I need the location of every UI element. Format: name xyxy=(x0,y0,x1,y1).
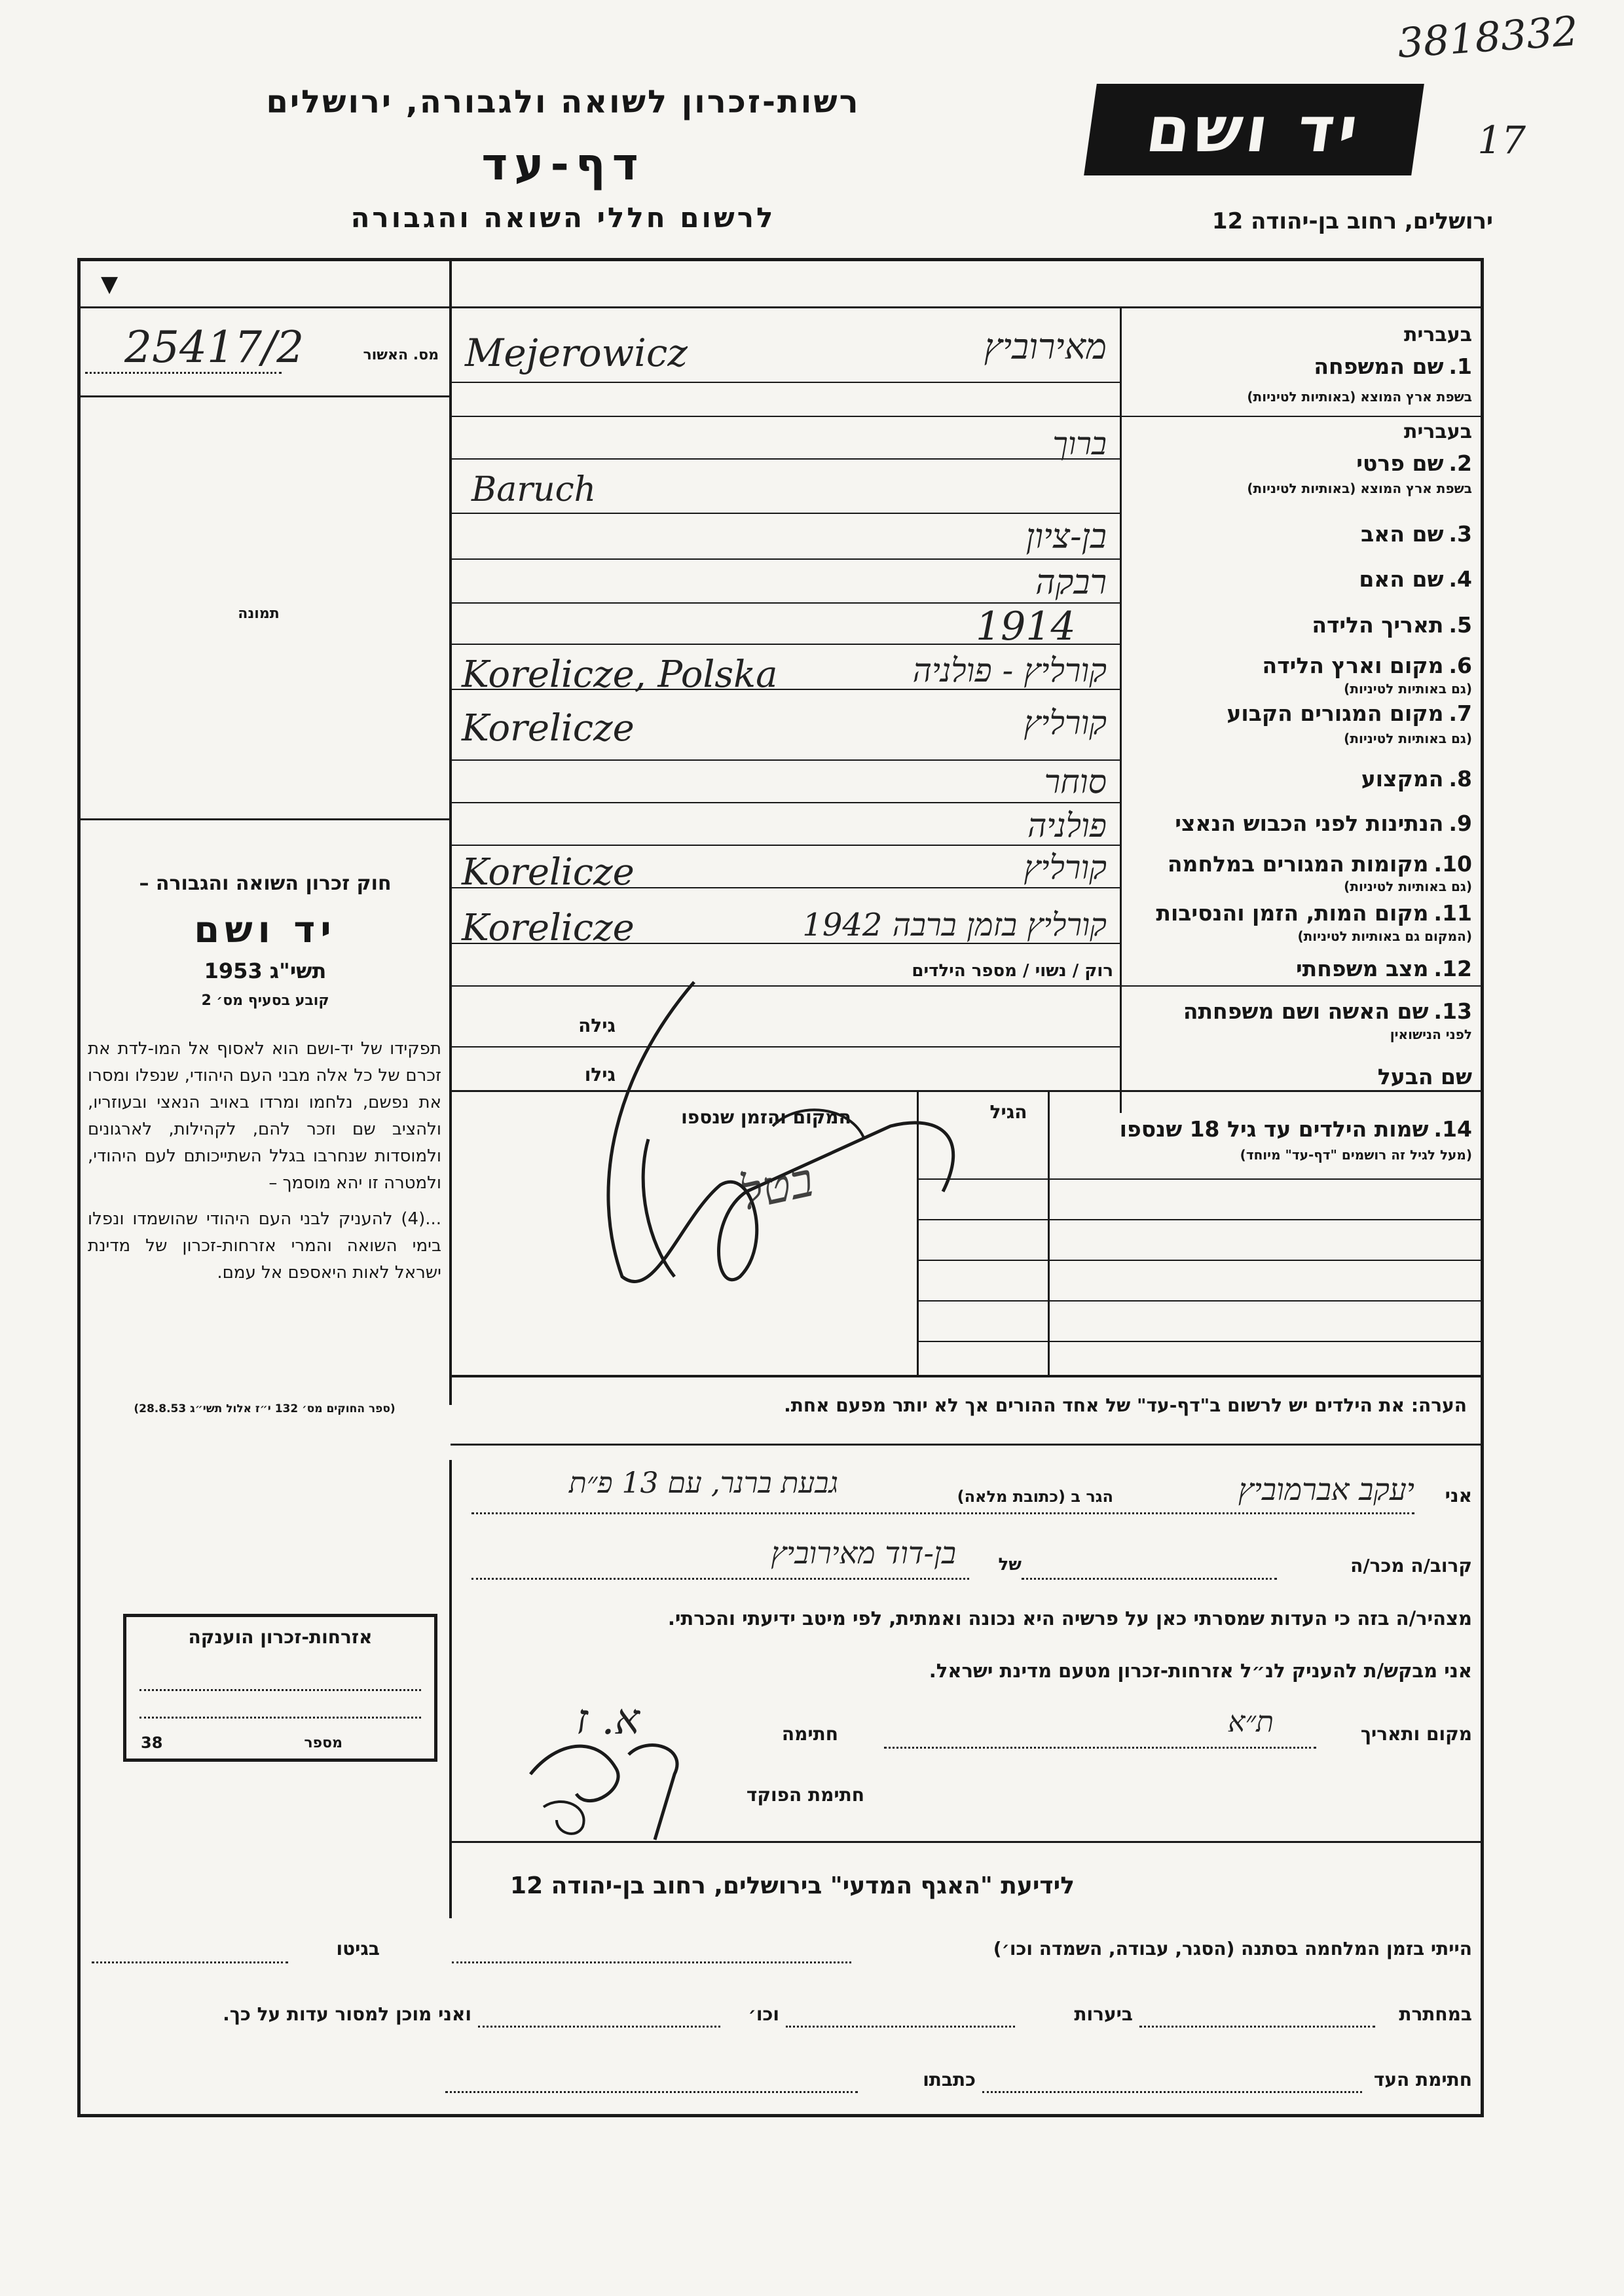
footer-line1-a: הייתי בזמן המלחמה בסתנה (הסגר, עבודה, השמדה וכו׳) xyxy=(993,1938,1472,1959)
field-12-number: 12. xyxy=(1433,956,1472,981)
field-3-label-text: שם האב xyxy=(1361,521,1444,547)
field-12-label-text: מצב משפחתי xyxy=(1295,956,1429,981)
yad-vashem-logo xyxy=(1084,84,1424,175)
field-4-value: רבקה xyxy=(1035,563,1107,602)
law-name: יד ושם xyxy=(194,909,337,951)
field-6-label xyxy=(1263,653,1472,678)
field-1-value-hebrew: מאירוביץ xyxy=(984,326,1107,367)
footer-line1-b: בגיטו xyxy=(336,1938,380,1959)
field-13-number: 13. xyxy=(1433,998,1472,1024)
law-title: חוק זכרון השואה והגבורה – xyxy=(139,872,392,895)
field-9-label xyxy=(1175,811,1472,836)
law-clause: קובע בסעיף מס׳ 2 xyxy=(201,993,329,1009)
footer-line2-a: במחתרת xyxy=(1399,2003,1472,2025)
field-4-number: 4. xyxy=(1449,566,1472,592)
sort-mark: ▼ xyxy=(101,271,119,297)
field-10-sub: (גם באותיות לטיניות) xyxy=(1344,879,1472,894)
field-2-label-text: שם פרטי xyxy=(1356,450,1444,476)
field-1-number: 1. xyxy=(1449,354,1472,379)
footer-line2-d: ואני מוכן למסור עדות על כך. xyxy=(223,2003,471,2025)
field-6-value-hebrew: קורליץ - פולניה xyxy=(912,651,1107,689)
law-year: תשי"ג 1953 xyxy=(204,958,327,983)
declaration-signature: א. ז xyxy=(576,1696,640,1744)
field-14-number: 14. xyxy=(1433,1116,1472,1142)
cancellation-text: בטל xyxy=(735,1152,819,1221)
authority-title: רשות-זכרון לשואה ולגבורה, ירושלים xyxy=(266,84,860,120)
declaration-signature-label: חתימה xyxy=(781,1723,838,1745)
field-6-sub: (גם באותיות לטיניות) xyxy=(1344,681,1472,697)
archive-number-stamp: 3818332 xyxy=(1395,7,1580,67)
declaration-i-label: אני xyxy=(1445,1485,1472,1506)
field-6-number: 6. xyxy=(1449,653,1472,678)
field-1-value-latin: Mejerowicz xyxy=(465,331,688,375)
field-14-col-age: הגיל xyxy=(989,1101,1027,1123)
declaration-resident-label: הגר ב (כתובת מלאה) xyxy=(957,1487,1113,1506)
declaration-relation-value: בן-דוד מאירוביץ xyxy=(771,1535,956,1571)
field-1-label-text: שם המשפחה xyxy=(1314,354,1444,379)
field-14-label-text: שמות הילדים עד גיל 18 שנספו xyxy=(1119,1116,1429,1142)
field-3-value: בן-ציון xyxy=(1025,517,1107,556)
field-13-label xyxy=(1183,998,1472,1024)
field-9-label-text: הנתינות לפני הכבוש הנאצי xyxy=(1175,811,1444,836)
field-2-number: 2. xyxy=(1449,450,1472,476)
citizenship-box-number-label: מספר xyxy=(304,1735,342,1751)
field-11-value-hebrew: קורליץ בזמן ברבה 1942 xyxy=(802,907,1107,943)
field-14-sub: (מעל לגיל זה רושמים "דף-עד" מיוחד) xyxy=(1240,1147,1472,1163)
field-13-age-label: גילה xyxy=(578,1015,616,1036)
citizenship-box-number-value: 38 xyxy=(141,1734,163,1752)
field-11-sub: (המקום גם באותיות לטיניות) xyxy=(1297,928,1472,944)
field-1-sub: בשפת ארץ המוצא (באותיות לטיניות) xyxy=(1247,389,1472,405)
field-7-value-latin: Korelicze xyxy=(462,707,635,750)
field-1-label xyxy=(1314,354,1472,379)
form-subtitle: לרשום חללי השואה והגבורה xyxy=(350,202,776,234)
field-2-sub: בשפת ארץ המוצא (באותיות לטיניות) xyxy=(1247,481,1472,496)
law-text-paragraph-1: תפקידו של יד-ושם הוא לאסוף אל המו-לדת את זכרם של כל אלה מבני העם היהודי, שנפלו ומסרו את נפשם, נלחמו ומרדו באויב הנאצי ובעוזריו, ולהציב שם וזכר להם, לקהילות, לארגונים ולמוסדות שנחרבו בגלל השתייכותם לעם היהודי, ולמטרה זו יהא מוסמך – xyxy=(88,1039,441,1193)
declaration-place-date-label: מקום ותאריך xyxy=(1360,1723,1472,1745)
field-1-lang: בעברית xyxy=(1404,323,1472,346)
declaration-place-date-value: ת״א xyxy=(1228,1705,1274,1739)
field-7-label xyxy=(1227,701,1472,726)
inspector-signature-label: חתימת הפוקד xyxy=(746,1784,864,1806)
approval-number: 25417/2 xyxy=(124,322,304,373)
field-2-value-hebrew: ברוך xyxy=(1052,426,1107,462)
photo-label: תמונה xyxy=(238,606,280,622)
husband-label: שם הבעל xyxy=(1377,1064,1472,1089)
citizenship-box xyxy=(123,1614,437,1762)
field-13-label-text: שם האשה ושם משפחתה xyxy=(1183,998,1429,1024)
husband-age-label: גילו xyxy=(584,1064,616,1085)
field-11-value-latin: Korelicze xyxy=(462,907,635,949)
field-10-value-latin: Korelicze xyxy=(462,851,635,894)
law-text-paragraph-2: ...(4) להעניק לבני העם היהודי שהושמדו ונפלו בימי השואה והמרי אזרחות-זכרון של מדינת ישראל לאות היאספם אל עמם. xyxy=(88,1209,441,1283)
children-note: הערה: את הילדים יש לרשום ב"דף-עד" של אחד ההורים אך לא יותר מפעם אחת. xyxy=(784,1394,1467,1416)
declaration-address: גבעת ברנר, עם 13 פ״ת xyxy=(568,1467,838,1500)
field-10-label-text: מקומות המגורים במלחמה xyxy=(1167,851,1429,877)
address: ירושלים, רחוב בן-יהודה 12 xyxy=(1211,208,1493,234)
field-11-label xyxy=(1156,900,1472,926)
declaration-statement-1: מצהיר/ה בזה כי העדות שמסרתי כאן על פרשיה היא נכונה ואמתית, לפי מיטב ידיעתי והכרתי. xyxy=(667,1607,1472,1630)
field-10-number: 10. xyxy=(1433,851,1472,877)
field-14-col-place: המקום והזמן שנספו xyxy=(681,1106,851,1128)
field-5-label-text: תאריך הלידה xyxy=(1312,612,1444,638)
field-12-label xyxy=(1296,956,1472,981)
field-4-label-text: שם האם xyxy=(1359,566,1444,592)
declaration-of-label: של xyxy=(998,1555,1022,1575)
declaration-relation-label: קרוב/ה מכר/ה xyxy=(1350,1555,1472,1576)
field-4-label xyxy=(1359,566,1472,592)
declaration-statement-2: אני מבקש/ת להעניק לנ״ל אזרחות-זכרון מטעם מדינת ישראל. xyxy=(929,1660,1472,1682)
field-7-value-hebrew: קורליץ xyxy=(1024,704,1107,742)
field-10-label xyxy=(1168,851,1472,877)
field-2-value-latin: Baruch xyxy=(471,470,597,509)
field-10-value-hebrew: קורליץ xyxy=(1024,848,1107,886)
law-reference: (ספר החוקים מס׳ 132 י״ז אלול תשי״ג 28.8.53) xyxy=(134,1402,396,1415)
field-11-label-text: מקום המות, הזמן והנסיבות xyxy=(1156,900,1429,926)
field-7-number: 7. xyxy=(1449,701,1472,726)
field-13-sub: לפני הנישואין xyxy=(1390,1027,1472,1042)
field-6-label-text: מקום וארץ הלידה xyxy=(1262,653,1444,678)
logo-text: יד ושם xyxy=(1141,93,1367,166)
field-5-number: 5. xyxy=(1449,612,1472,638)
citizenship-box-title: אזרחות-זכרון הוענקה xyxy=(188,1626,373,1648)
field-12-value: רוק / נשוי / מספר הילדים xyxy=(912,961,1113,981)
field-3-number: 3. xyxy=(1449,521,1472,547)
field-9-value: פולניה xyxy=(1027,807,1107,845)
law-text xyxy=(88,1036,441,1286)
signature-scrawl xyxy=(517,1696,733,1853)
footer-title: לידיעת "האגף המדעי" בירושלים, רחוב בן-יהודה 12 xyxy=(510,1872,1075,1899)
field-2-lang: בעברית xyxy=(1404,420,1472,443)
field-11-number: 11. xyxy=(1433,900,1472,926)
field-7-label-text: מקום המגורים הקבוע xyxy=(1227,701,1444,726)
field-5-value: 1914 xyxy=(976,604,1076,649)
archive-mark: 17 xyxy=(1477,118,1526,162)
footer-line3-a: חתימת העד xyxy=(1373,2069,1472,2090)
field-8-label xyxy=(1361,766,1472,792)
footer-line3-b: כתבתו xyxy=(923,2069,976,2090)
field-2-label xyxy=(1356,450,1472,476)
footer-line2-c: וכו׳ xyxy=(748,2003,779,2025)
declaration-name: יעקב אברמוביץ xyxy=(1238,1472,1414,1507)
field-8-number: 8. xyxy=(1449,766,1472,792)
field-8-value: סוחר xyxy=(1044,763,1107,801)
footer-line2-b: ביערות xyxy=(1074,2003,1133,2025)
left-corner-box xyxy=(81,262,448,305)
field-14-label xyxy=(1120,1116,1472,1142)
cancellation-scribble xyxy=(576,969,1048,1309)
field-7-sub: (גם באותיות לטיניות) xyxy=(1344,731,1472,746)
approval-label: מס. האשור xyxy=(363,347,439,363)
field-9-number: 9. xyxy=(1449,811,1472,836)
form-title: דף-עד xyxy=(481,139,645,191)
field-6-value-latin: Korelicze, Polska xyxy=(462,653,778,696)
field-5-label xyxy=(1312,612,1472,638)
field-8-label-text: המקצוע xyxy=(1361,766,1444,792)
field-3-label xyxy=(1361,521,1472,547)
